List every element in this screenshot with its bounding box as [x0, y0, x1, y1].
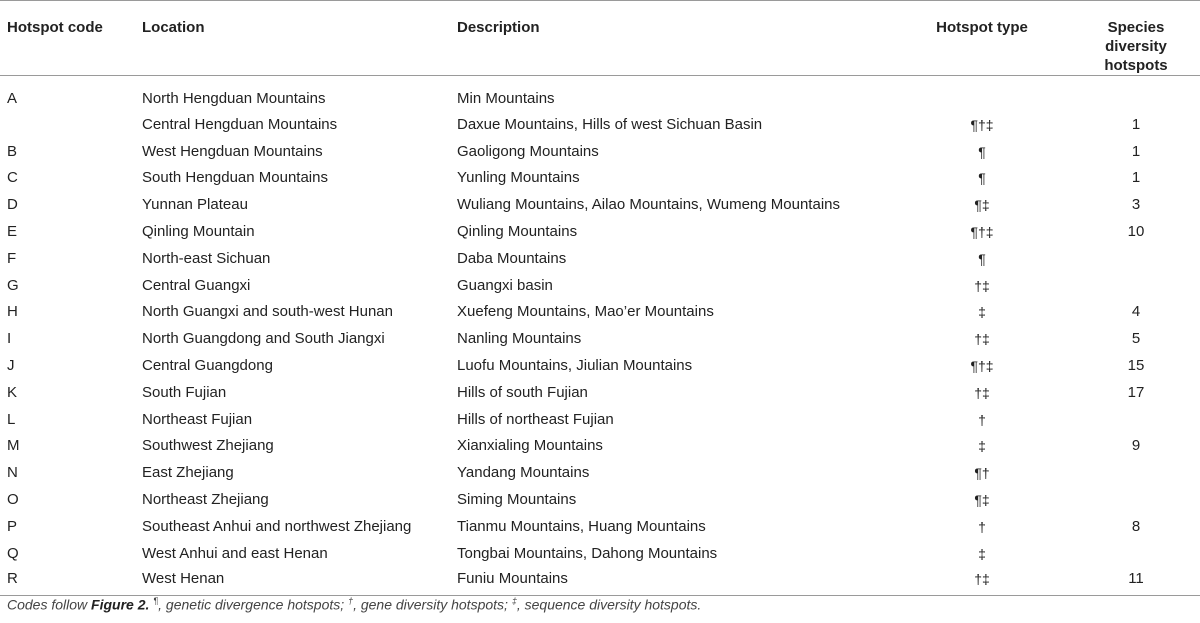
table-row [0, 192, 1200, 219]
table-row [0, 567, 1200, 595]
cell-species-diversity [1082, 406, 1200, 433]
cell-species-diversity [1082, 76, 1200, 112]
cell-description: Siming Mountains [457, 491, 577, 509]
cell-species-diversity [1082, 272, 1200, 299]
cell-species-diversity [1082, 245, 1200, 272]
table-row [0, 245, 1200, 272]
cell-location: Southeast Anhui and northwest Zhejiang [142, 517, 412, 535]
cell-location: Northeast Fujian [142, 410, 253, 428]
table-row [0, 272, 1200, 299]
table-row [0, 76, 1200, 112]
cell-species-diversity [1082, 487, 1200, 514]
cell-hotspot-type: ¶ [978, 143, 986, 160]
cell-species-diversity [1082, 460, 1200, 487]
table-row [0, 299, 1200, 326]
cell-location: North Guangxi and south-west Hunan [142, 303, 393, 321]
cell-hotspot-code: F [7, 249, 17, 267]
cell-hotspot-code: A [7, 89, 18, 107]
cell-description: Min Mountains [457, 89, 555, 107]
header-species-diversity-line2: hotspots [1104, 57, 1168, 74]
cell-hotspot-code: G [7, 276, 19, 294]
table-row [0, 219, 1200, 246]
table-row [0, 326, 1200, 353]
table-row [0, 138, 1200, 165]
cell-hotspot-type: ‡ [978, 438, 986, 455]
cell-description: Yunling Mountains [457, 169, 580, 187]
cell-location: Yunnan Plateau [142, 196, 248, 214]
cell-hotspot-type: †‡ [974, 277, 990, 294]
cell-location: North Guangdong and South Jiangxi [142, 330, 385, 348]
cell-hotspot-code: N [7, 464, 18, 482]
cell-hotspot-type: ¶†‡ [970, 116, 994, 133]
cell-description: Funiu Mountains [457, 567, 882, 595]
cell-description: Gaoligong Mountains [457, 142, 599, 160]
cell-hotspot-code: E [7, 223, 18, 241]
table-body [0, 76, 1200, 596]
cell-description: Hills of northeast Fujian [457, 410, 614, 428]
cell-description: Daxue Mountains, Hills of west Sichuan Basin [457, 115, 763, 133]
cell-location: Central Guangxi [142, 276, 251, 294]
cell-species-diversity: 4 [1131, 303, 1141, 321]
cell-hotspot-type: ¶ [978, 250, 986, 267]
cell-hotspot-code: L [7, 410, 16, 428]
table-row [0, 353, 1200, 380]
cell-description: Tianmu Mountains, Huang Mountains [457, 517, 706, 535]
cell-hotspot-code: H [7, 303, 18, 321]
cell-species-diversity [1082, 540, 1200, 567]
cell-hotspot-code: R [0, 567, 142, 595]
cell-hotspot-code: Q [7, 544, 19, 562]
cell-location: Central Hengduan Mountains [142, 115, 338, 133]
table-row [0, 112, 1200, 139]
cell-hotspot-type: †‡ [882, 567, 1082, 595]
cell-species-diversity: 1 [1131, 169, 1141, 187]
cell-location: North-east Sichuan [142, 249, 271, 267]
cell-location: West Hengduan Mountains [142, 142, 323, 160]
footnote-symbol-genetic: ¶ [153, 596, 159, 606]
cell-species-diversity: 1 [1131, 115, 1141, 133]
header-species-diversity [1082, 1, 1200, 76]
table-row [0, 540, 1200, 567]
cell-location: Central Guangdong [142, 357, 273, 375]
cell-description: Hills of south Fujian [457, 383, 588, 401]
cell-hotspot-code [0, 112, 142, 139]
cell-species-diversity: 5 [1131, 330, 1141, 348]
cell-description: Qinling Mountains [457, 223, 578, 241]
cell-location: West Henan [142, 567, 457, 595]
footnote-sequence-diversity: , sequence diversity hotspots. [516, 596, 702, 613]
footnote-gene-diversity: , gene diversity hotspots; [353, 596, 512, 613]
cell-location: Northeast Zhejiang [142, 491, 269, 509]
footnote-symbol-gene: † [348, 596, 354, 606]
cell-species-diversity: 11 [1082, 567, 1200, 595]
cell-species-diversity: 10 [1127, 223, 1145, 241]
table-row [0, 513, 1200, 540]
cell-hotspot-type: ¶ [978, 170, 986, 187]
table-row [0, 460, 1200, 487]
header-description: Description [457, 1, 882, 76]
cell-species-diversity: 9 [1131, 437, 1141, 455]
cell-hotspot-code: J [7, 357, 15, 375]
cell-hotspot-type: † [978, 518, 986, 535]
table-row [0, 433, 1200, 460]
cell-hotspot-code: C [7, 169, 18, 187]
cell-location: South Hengduan Mountains [142, 169, 328, 187]
table-row [0, 165, 1200, 192]
cell-hotspot-type [882, 76, 1082, 112]
cell-hotspot-type: ¶‡ [974, 197, 990, 214]
cell-hotspot-code: I [7, 330, 12, 348]
cell-description: Yandang Mountains [457, 464, 590, 482]
table-header [0, 1, 1200, 76]
cell-hotspot-code: O [7, 491, 19, 509]
cell-description: Guangxi basin [457, 276, 553, 294]
cell-hotspot-type: ‡ [978, 304, 986, 321]
cell-location: East Zhejiang [142, 464, 234, 482]
cell-hotspot-code: D [7, 196, 18, 214]
cell-location: South Fujian [142, 383, 227, 401]
table-row [0, 406, 1200, 433]
cell-hotspot-type: ¶†‡ [970, 358, 994, 375]
footnote-symbol-sequence: ‡ [511, 596, 517, 606]
cell-hotspot-type: ‡ [978, 545, 986, 562]
cell-description: Wuliang Mountains, Ailao Mountains, Wumeng Mountains [457, 196, 840, 214]
cell-hotspot-code: B [7, 142, 18, 160]
cell-description: Daba Mountains [457, 249, 567, 267]
footnote-prefix: Codes follow [7, 596, 92, 613]
cell-hotspot-type: ¶‡ [974, 492, 990, 509]
cell-location: West Anhui and east Henan [142, 544, 328, 562]
header-hotspot-type: Hotspot type [882, 1, 1082, 76]
header-location: Location [142, 1, 457, 76]
cell-location: North Hengduan Mountains [142, 89, 326, 107]
table-footnote [7, 596, 701, 613]
header-row [0, 1, 1200, 76]
cell-hotspot-type: †‡ [974, 331, 990, 348]
cell-description: Luofu Mountains, Jiulian Mountains [457, 357, 693, 375]
cell-location: Qinling Mountain [142, 223, 255, 241]
cell-species-diversity: 1 [1131, 142, 1141, 160]
cell-description: Tongbai Mountains, Dahong Mountains [457, 544, 718, 562]
cell-hotspot-type: † [978, 411, 986, 428]
header-hotspot-code: Hotspot code [0, 1, 142, 76]
cell-hotspot-code: K [7, 383, 18, 401]
cell-description: Xuefeng Mountains, Mao’er Mountains [457, 303, 714, 321]
cell-description: Nanling Mountains [457, 330, 582, 348]
header-species-diversity-line1: Species diversity [1105, 19, 1167, 55]
footnote-figure-ref[interactable]: Figure 2. [91, 596, 150, 613]
cell-hotspot-code: M [7, 437, 20, 455]
cell-species-diversity: 8 [1131, 517, 1141, 535]
cell-hotspot-type: †‡ [974, 384, 990, 401]
cell-species-diversity: 3 [1131, 196, 1141, 214]
cell-hotspot-code: P [7, 517, 18, 535]
cell-hotspot-type: ¶†‡ [970, 224, 994, 241]
table-row [0, 487, 1200, 514]
footnote-genetic-divergence: , genetic divergence hotspots; [158, 596, 349, 613]
cell-species-diversity: 17 [1127, 383, 1145, 401]
cell-hotspot-type: ¶† [974, 465, 990, 482]
table-row [0, 379, 1200, 406]
cell-species-diversity: 15 [1127, 357, 1145, 375]
cell-location: Southwest Zhejiang [142, 437, 274, 455]
cell-description: Xianxialing Mountains [457, 437, 603, 455]
